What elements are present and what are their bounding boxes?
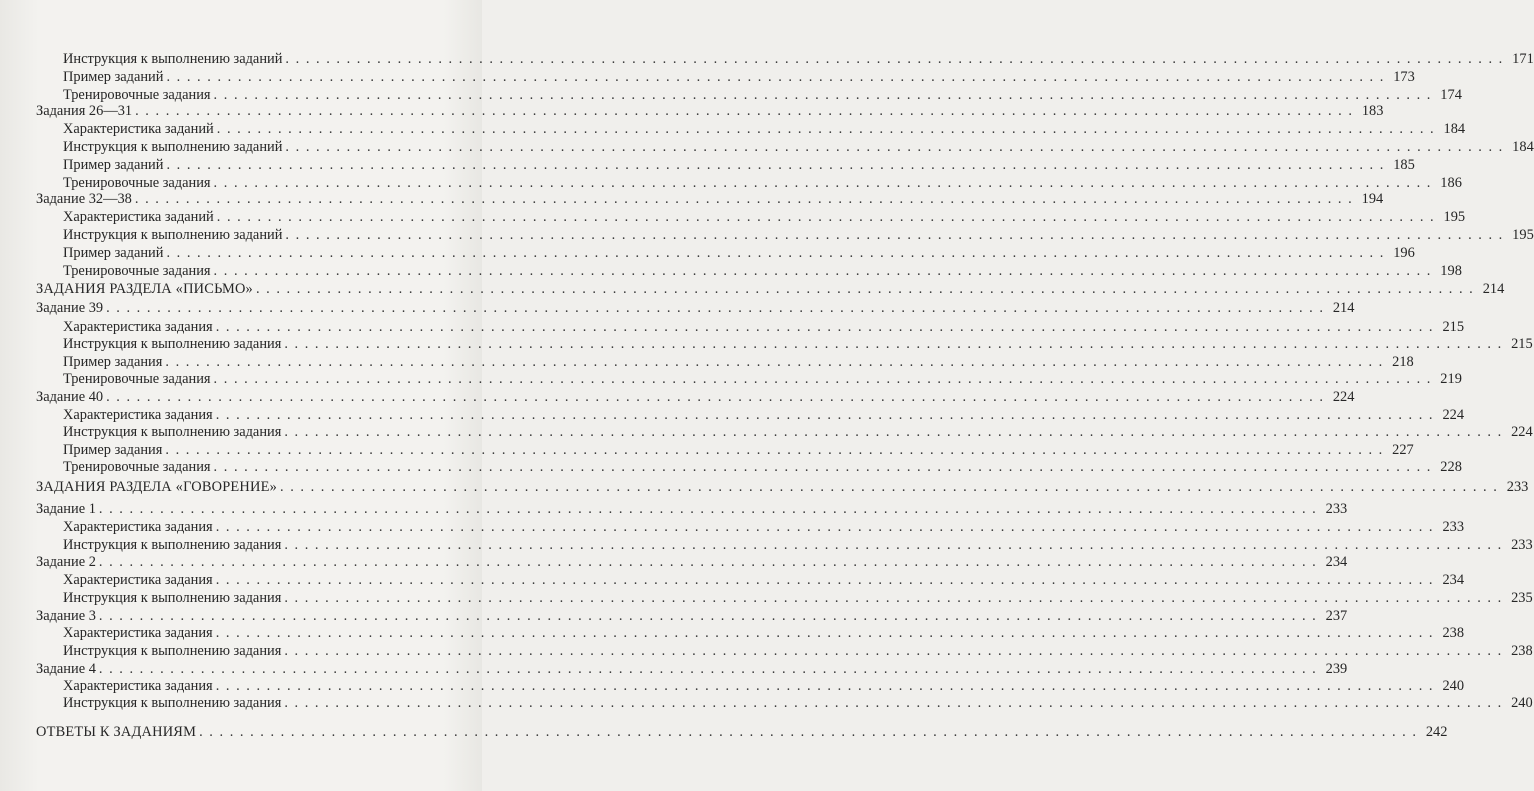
- toc-subentry: [63, 156, 1415, 174]
- toc-entry-title: Задание 39: [36, 300, 104, 316]
- toc-section-heading: [36, 723, 1448, 741]
- toc-subentry: [63, 138, 1534, 156]
- toc-entry-title: Инструкция к выполнению задания: [63, 590, 282, 606]
- toc-entry-title: Тренировочные задания: [63, 87, 211, 103]
- toc-entry-title: Тренировочные задания: [63, 175, 211, 191]
- toc-entry-title: Инструкция к выполнению задания: [63, 695, 282, 711]
- toc-entry-title: Инструкция к выполнению заданий: [63, 227, 283, 243]
- toc-page-number: 215: [1442, 319, 1465, 335]
- toc-entry-title: Тренировочные задания: [63, 263, 211, 279]
- toc-page-number: 234: [1325, 554, 1348, 570]
- dot-leader: . . . . . . . . . . . . . . . . . . . . . . . . . . . . . . . . . . . . . . . . . . . . . . . . . . . . . . . . . . . . . . . . . . . . . . . . . . . . . . . . . . . . . . . . . . . . . . . . . . . . . . . . . . . . . . . . . . . . . . . .: [216, 209, 1436, 225]
- toc-subentry: [63, 536, 1533, 554]
- toc-entry-title: Пример заданий: [63, 157, 164, 173]
- toc-entry-title: Характеристика задания: [63, 678, 213, 694]
- toc-entry-title: Пример задания: [63, 354, 163, 370]
- dot-leader: . . . . . . . . . . . . . . . . . . . . . . . . . . . . . . . . . . . . . . . . . . . . . . . . . . . . . . . . . . . . . . . . . . . . . . . . . . . . . . . . . . . . . . . . . . . . . . . . . . . . . . . . . . . . . . . . . . . . . . . .: [284, 537, 1503, 553]
- dot-leader: . . . . . . . . . . . . . . . . . . . . . . . . . . . . . . . . . . . . . . . . . . . . . . . . . . . . . . . . . . . . . . . . . . . . . . . . . . . . . . . . . . . . . . . . . . . . . . . . . . . . . . . . . . . . . . . . . . . . . . . .: [165, 442, 1384, 458]
- dot-leader: . . . . . . . . . . . . . . . . . . . . . . . . . . . . . . . . . . . . . . . . . . . . . . . . . . . . . . . . . . . . . . . . . . . . . . . . . . . . . . . . . . . . . . . . . . . . . . . . . . . . . . . . . . . . . . . . . . . . . . . .: [284, 695, 1503, 711]
- toc-page-number: 184: [1443, 121, 1466, 137]
- dot-leader: . . . . . . . . . . . . . . . . . . . . . . . . . . . . . . . . . . . . . . . . . . . . . . . . . . . . . . . . . . . . . . . . . . . . . . . . . . . . . . . . . . . . . . . . . . . . . . . . . . . . . . . . . . . . . . . . . . . . . . . .: [215, 572, 1435, 588]
- toc-entry-title: Характеристика задания: [63, 319, 213, 335]
- toc-page-number: 238: [1442, 625, 1465, 641]
- dot-leader: . . . . . . . . . . . . . . . . . . . . . . . . . . . . . . . . . . . . . . . . . . . . . . . . . . . . . . . . . . . . . . . . . . . . . . . . . . . . . . . . . . . . . . . . . . . . . . . . . . . . . . . . . . . . . . . . . . . . . . . .: [213, 263, 1432, 279]
- toc-entry-title: Инструкция к выполнению задания: [63, 424, 282, 440]
- toc-entry-title: Характеристика заданий: [63, 209, 214, 225]
- toc-page-number: 196: [1393, 245, 1415, 261]
- toc-page-number: 240: [1442, 678, 1465, 694]
- toc-subentry: [63, 318, 1465, 336]
- dot-leader: . . . . . . . . . . . . . . . . . . . . . . . . . . . . . . . . . . . . . . . . . . . . . . . . . . . . . . . . . . . . . . . . . . . . . . . . . . . . . . . . . . . . . . . . . . . . . . . . . . . . . . . . . . . . . . . . . . . . . . . .: [135, 103, 1354, 119]
- toc-entry-title: ОТВЕТЫ К ЗАДАНИЯМ: [36, 724, 197, 740]
- dot-leader: . . . . . . . . . . . . . . . . . . . . . . . . . . . . . . . . . . . . . . . . . . . . . . . . . . . . . . . . . . . . . . . . . . . . . . . . . . . . . . . . . . . . . . . . . . . . . . . . . . . . . . . . . . . . . . . . . . . . . . . .: [280, 479, 1499, 495]
- toc-entry: [36, 660, 1348, 678]
- dot-leader: . . . . . . . . . . . . . . . . . . . . . . . . . . . . . . . . . . . . . . . . . . . . . . . . . . . . . . . . . . . . . . . . . . . . . . . . . . . . . . . . . . . . . . . . . . . . . . . . . . . . . . . . . . . . . . . . . . . . . . . .: [166, 157, 1385, 173]
- toc-page-number: 233: [1511, 537, 1533, 553]
- dot-leader: . . . . . . . . . . . . . . . . . . . . . . . . . . . . . . . . . . . . . . . . . . . . . . . . . . . . . . . . . . . . . . . . . . . . . . . . . . . . . . . . . . . . . . . . . . . . . . . . . . . . . . . . . . . . . . . . . . . . . . . .: [215, 678, 1435, 694]
- toc-entry-title: Характеристика задания: [63, 519, 213, 535]
- toc-page-number: 185: [1393, 157, 1415, 173]
- toc-subentry: [63, 423, 1533, 441]
- toc-entry-title: Характеристика задания: [63, 625, 213, 641]
- toc-entry: [36, 500, 1348, 518]
- dot-leader: . . . . . . . . . . . . . . . . . . . . . . . . . . . . . . . . . . . . . . . . . . . . . . . . . . . . . . . . . . . . . . . . . . . . . . . . . . . . . . . . . . . . . . . . . . . . . . . . . . . . . . . . . . . . . . . . . . . . . . . .: [284, 336, 1503, 352]
- toc-page-number: 237: [1325, 608, 1348, 624]
- toc-entry-title: Характеристика заданий: [63, 121, 214, 137]
- toc-subentry: [63, 624, 1465, 642]
- toc-page-number: 194: [1361, 191, 1384, 207]
- dot-leader: . . . . . . . . . . . . . . . . . . . . . . . . . . . . . . . . . . . . . . . . . . . . . . . . . . . . . . . . . . . . . . . . . . . . . . . . . . . . . . . . . . . . . . . . . . . . . . . . . . . . . . . . . . . . . . . . . . . . . . . .: [215, 519, 1435, 535]
- dot-leader: . . . . . . . . . . . . . . . . . . . . . . . . . . . . . . . . . . . . . . . . . . . . . . . . . . . . . . . . . . . . . . . . . . . . . . . . . . . . . . . . . . . . . . . . . . . . . . . . . . . . . . . . . . . . . . . . . . . . . . . .: [134, 191, 1354, 207]
- toc-section-heading: [36, 280, 1505, 298]
- toc-page-number: 240: [1511, 695, 1533, 711]
- toc-page-number: 235: [1511, 590, 1533, 606]
- toc-entry-title: Задание 40: [36, 389, 104, 405]
- toc-subentry: [63, 262, 1462, 280]
- dot-leader: . . . . . . . . . . . . . . . . . . . . . . . . . . . . . . . . . . . . . . . . . . . . . . . . . . . . . . . . . . . . . . . . . . . . . . . . . . . . . . . . . . . . . . . . . . . . . . . . . . . . . . . . . . . . . . . . . . . . . . . .: [165, 354, 1384, 370]
- toc-page-number: 227: [1392, 442, 1414, 458]
- toc-page-number: 238: [1511, 643, 1533, 659]
- toc-subentry: [63, 589, 1533, 607]
- toc-entry-title: Задания 26—31: [36, 103, 133, 119]
- toc-subentry: [63, 441, 1414, 459]
- toc-page-number: 219: [1440, 371, 1462, 387]
- toc-page-number: 195: [1443, 209, 1466, 225]
- dot-leader: . . . . . . . . . . . . . . . . . . . . . . . . . . . . . . . . . . . . . . . . . . . . . . . . . . . . . . . . . . . . . . . . . . . . . . . . . . . . . . . . . . . . . . . . . . . . . . . . . . . . . . . . . . . . . . . . . . . . . . . .: [213, 459, 1432, 475]
- dot-leader: . . . . . . . . . . . . . . . . . . . . . . . . . . . . . . . . . . . . . . . . . . . . . . . . . . . . . . . . . . . . . . . . . . . . . . . . . . . . . . . . . . . . . . . . . . . . . . . . . . . . . . . . . . . . . . . . . . . . . . . .: [98, 661, 1318, 677]
- toc-entry: [36, 102, 1384, 120]
- toc-section-heading: [36, 478, 1529, 496]
- toc-page-number: 214: [1482, 281, 1505, 297]
- toc-entry-title: Инструкция к выполнению заданий: [63, 51, 283, 67]
- toc-entry-title: Пример заданий: [63, 69, 164, 85]
- toc-entry: [36, 607, 1348, 625]
- dot-leader: . . . . . . . . . . . . . . . . . . . . . . . . . . . . . . . . . . . . . . . . . . . . . . . . . . . . . . . . . . . . . . . . . . . . . . . . . . . . . . . . . . . . . . . . . . . . . . . . . . . . . . . . . . . . . . . . . . . . . . . .: [199, 724, 1418, 740]
- toc-subentry: [63, 571, 1465, 589]
- dot-leader: . . . . . . . . . . . . . . . . . . . . . . . . . . . . . . . . . . . . . . . . . . . . . . . . . . . . . . . . . . . . . . . . . . . . . . . . . . . . . . . . . . . . . . . . . . . . . . . . . . . . . . . . . . . . . . . . . . . . . . . .: [215, 625, 1435, 641]
- dot-leader: . . . . . . . . . . . . . . . . . . . . . . . . . . . . . . . . . . . . . . . . . . . . . . . . . . . . . . . . . . . . . . . . . . . . . . . . . . . . . . . . . . . . . . . . . . . . . . . . . . . . . . . . . . . . . . . . . . . . . . . .: [215, 407, 1435, 423]
- toc-subentry: [63, 406, 1465, 424]
- dot-leader: . . . . . . . . . . . . . . . . . . . . . . . . . . . . . . . . . . . . . . . . . . . . . . . . . . . . . . . . . . . . . . . . . . . . . . . . . . . . . . . . . . . . . . . . . . . . . . . . . . . . . . . . . . . . . . . . . . . . . . . .: [284, 424, 1503, 440]
- toc-entry-title: Тренировочные задания: [63, 371, 211, 387]
- toc-entry-title: Пример задания: [63, 442, 163, 458]
- toc-entry-title: Инструкция к выполнению заданий: [63, 139, 283, 155]
- dot-leader: . . . . . . . . . . . . . . . . . . . . . . . . . . . . . . . . . . . . . . . . . . . . . . . . . . . . . . . . . . . . . . . . . . . . . . . . . . . . . . . . . . . . . . . . . . . . . . . . . . . . . . . . . . . . . . . . . . . . . . . .: [285, 51, 1504, 67]
- toc-entry-title: Инструкция к выполнению задания: [63, 336, 282, 352]
- dot-leader: . . . . . . . . . . . . . . . . . . . . . . . . . . . . . . . . . . . . . . . . . . . . . . . . . . . . . . . . . . . . . . . . . . . . . . . . . . . . . . . . . . . . . . . . . . . . . . . . . . . . . . . . . . . . . . . . . . . . . . . .: [255, 281, 1475, 297]
- toc-page-number: 233: [1325, 501, 1348, 517]
- toc-entry-title: Задание 4: [36, 661, 96, 677]
- toc-page-number: 224: [1332, 389, 1355, 405]
- toc-subentry: [63, 226, 1534, 244]
- toc-page-number: 174: [1440, 87, 1462, 103]
- toc-subentry: [63, 120, 1466, 138]
- toc-page-number: 239: [1325, 661, 1348, 677]
- toc-subentry: [63, 68, 1415, 86]
- dot-leader: . . . . . . . . . . . . . . . . . . . . . . . . . . . . . . . . . . . . . . . . . . . . . . . . . . . . . . . . . . . . . . . . . . . . . . . . . . . . . . . . . . . . . . . . . . . . . . . . . . . . . . . . . . . . . . . . . . . . . . . .: [285, 227, 1504, 243]
- toc-subentry: [63, 353, 1414, 371]
- dot-leader: . . . . . . . . . . . . . . . . . . . . . . . . . . . . . . . . . . . . . . . . . . . . . . . . . . . . . . . . . . . . . . . . . . . . . . . . . . . . . . . . . . . . . . . . . . . . . . . . . . . . . . . . . . . . . . . . . . . . . . . .: [166, 245, 1385, 261]
- dot-leader: . . . . . . . . . . . . . . . . . . . . . . . . . . . . . . . . . . . . . . . . . . . . . . . . . . . . . . . . . . . . . . . . . . . . . . . . . . . . . . . . . . . . . . . . . . . . . . . . . . . . . . . . . . . . . . . . . . . . . . . .: [98, 554, 1318, 570]
- dot-leader: . . . . . . . . . . . . . . . . . . . . . . . . . . . . . . . . . . . . . . . . . . . . . . . . . . . . . . . . . . . . . . . . . . . . . . . . . . . . . . . . . . . . . . . . . . . . . . . . . . . . . . . . . . . . . . . . . . . . . . . .: [106, 389, 1325, 405]
- toc-subentry: [63, 335, 1533, 353]
- toc-page-number: 214: [1332, 300, 1355, 316]
- toc-subentry: [63, 50, 1534, 68]
- toc-page-number: 184: [1512, 139, 1534, 155]
- toc-entry: [36, 388, 1355, 406]
- toc-entry-title: ЗАДАНИЯ РАЗДЕЛА «ГОВОРЕНИЕ»: [36, 479, 277, 495]
- toc-subentry: [63, 458, 1462, 476]
- toc-subentry: [63, 208, 1466, 226]
- dot-leader: . . . . . . . . . . . . . . . . . . . . . . . . . . . . . . . . . . . . . . . . . . . . . . . . . . . . . . . . . . . . . . . . . . . . . . . . . . . . . . . . . . . . . . . . . . . . . . . . . . . . . . . . . . . . . . . . . . . . . . . .: [213, 87, 1432, 103]
- toc-subentry: [63, 518, 1465, 536]
- toc-entry: [36, 299, 1355, 317]
- toc-page-number: 233: [1442, 519, 1465, 535]
- toc-entry-title: Инструкция к выполнению задания: [63, 643, 282, 659]
- toc-page-number: 224: [1442, 407, 1465, 423]
- toc-subentry: [63, 694, 1533, 712]
- toc-entry-title: Инструкция к выполнению задания: [63, 537, 282, 553]
- toc-page-number: 183: [1361, 103, 1384, 119]
- toc-page-number: 198: [1440, 263, 1462, 279]
- toc-entry-title: Задание 3: [36, 608, 96, 624]
- toc-entry-title: Тренировочные задания: [63, 459, 211, 475]
- toc-entry-title: Характеристика задания: [63, 407, 213, 423]
- toc-page-number: 195: [1512, 227, 1534, 243]
- dot-leader: . . . . . . . . . . . . . . . . . . . . . . . . . . . . . . . . . . . . . . . . . . . . . . . . . . . . . . . . . . . . . . . . . . . . . . . . . . . . . . . . . . . . . . . . . . . . . . . . . . . . . . . . . . . . . . . . . . . . . . . .: [284, 643, 1503, 659]
- dot-leader: . . . . . . . . . . . . . . . . . . . . . . . . . . . . . . . . . . . . . . . . . . . . . . . . . . . . . . . . . . . . . . . . . . . . . . . . . . . . . . . . . . . . . . . . . . . . . . . . . . . . . . . . . . . . . . . . . . . . . . . .: [213, 371, 1432, 387]
- toc-page-number: 173: [1393, 69, 1415, 85]
- toc-entry-title: Характеристика задания: [63, 572, 213, 588]
- toc-page-number: 224: [1511, 424, 1533, 440]
- toc-page-number: 234: [1442, 572, 1465, 588]
- toc-page-number: 228: [1440, 459, 1462, 475]
- dot-leader: . . . . . . . . . . . . . . . . . . . . . . . . . . . . . . . . . . . . . . . . . . . . . . . . . . . . . . . . . . . . . . . . . . . . . . . . . . . . . . . . . . . . . . . . . . . . . . . . . . . . . . . . . . . . . . . . . . . . . . . .: [216, 121, 1436, 137]
- toc-page-number: 186: [1440, 175, 1462, 191]
- dot-leader: . . . . . . . . . . . . . . . . . . . . . . . . . . . . . . . . . . . . . . . . . . . . . . . . . . . . . . . . . . . . . . . . . . . . . . . . . . . . . . . . . . . . . . . . . . . . . . . . . . . . . . . . . . . . . . . . . . . . . . . .: [98, 501, 1318, 517]
- dot-leader: . . . . . . . . . . . . . . . . . . . . . . . . . . . . . . . . . . . . . . . . . . . . . . . . . . . . . . . . . . . . . . . . . . . . . . . . . . . . . . . . . . . . . . . . . . . . . . . . . . . . . . . . . . . . . . . . . . . . . . . .: [285, 139, 1504, 155]
- toc-page-number: 215: [1511, 336, 1533, 352]
- toc-page-number: 233: [1506, 479, 1529, 495]
- dot-leader: . . . . . . . . . . . . . . . . . . . . . . . . . . . . . . . . . . . . . . . . . . . . . . . . . . . . . . . . . . . . . . . . . . . . . . . . . . . . . . . . . . . . . . . . . . . . . . . . . . . . . . . . . . . . . . . . . . . . . . . .: [98, 608, 1318, 624]
- toc-page-number: 218: [1392, 354, 1414, 370]
- toc-entry-title: Пример заданий: [63, 245, 164, 261]
- toc-entry-title: ЗАДАНИЯ РАЗДЕЛА «ПИСЬМО»: [36, 281, 253, 297]
- toc-subentry: [63, 642, 1533, 660]
- toc-entry: [36, 553, 1348, 571]
- toc-entry: [36, 190, 1384, 208]
- toc-entry-title: Задание 32—38: [36, 191, 132, 207]
- dot-leader: . . . . . . . . . . . . . . . . . . . . . . . . . . . . . . . . . . . . . . . . . . . . . . . . . . . . . . . . . . . . . . . . . . . . . . . . . . . . . . . . . . . . . . . . . . . . . . . . . . . . . . . . . . . . . . . . . . . . . . . .: [166, 69, 1385, 85]
- toc-subentry: [63, 244, 1415, 262]
- dot-leader: . . . . . . . . . . . . . . . . . . . . . . . . . . . . . . . . . . . . . . . . . . . . . . . . . . . . . . . . . . . . . . . . . . . . . . . . . . . . . . . . . . . . . . . . . . . . . . . . . . . . . . . . . . . . . . . . . . . . . . . .: [106, 300, 1325, 316]
- toc-subentry: [63, 677, 1465, 695]
- dot-leader: . . . . . . . . . . . . . . . . . . . . . . . . . . . . . . . . . . . . . . . . . . . . . . . . . . . . . . . . . . . . . . . . . . . . . . . . . . . . . . . . . . . . . . . . . . . . . . . . . . . . . . . . . . . . . . . . . . . . . . . .: [284, 590, 1503, 606]
- dot-leader: . . . . . . . . . . . . . . . . . . . . . . . . . . . . . . . . . . . . . . . . . . . . . . . . . . . . . . . . . . . . . . . . . . . . . . . . . . . . . . . . . . . . . . . . . . . . . . . . . . . . . . . . . . . . . . . . . . . . . . . .: [213, 175, 1432, 191]
- dot-leader: . . . . . . . . . . . . . . . . . . . . . . . . . . . . . . . . . . . . . . . . . . . . . . . . . . . . . . . . . . . . . . . . . . . . . . . . . . . . . . . . . . . . . . . . . . . . . . . . . . . . . . . . . . . . . . . . . . . . . . . .: [215, 319, 1435, 335]
- toc-entry-title: Задание 2: [36, 554, 96, 570]
- toc-page-number: 242: [1425, 724, 1448, 740]
- toc-subentry: [63, 370, 1462, 388]
- toc-page-number: 171: [1512, 51, 1534, 67]
- toc-entry-title: Задание 1: [36, 501, 96, 517]
